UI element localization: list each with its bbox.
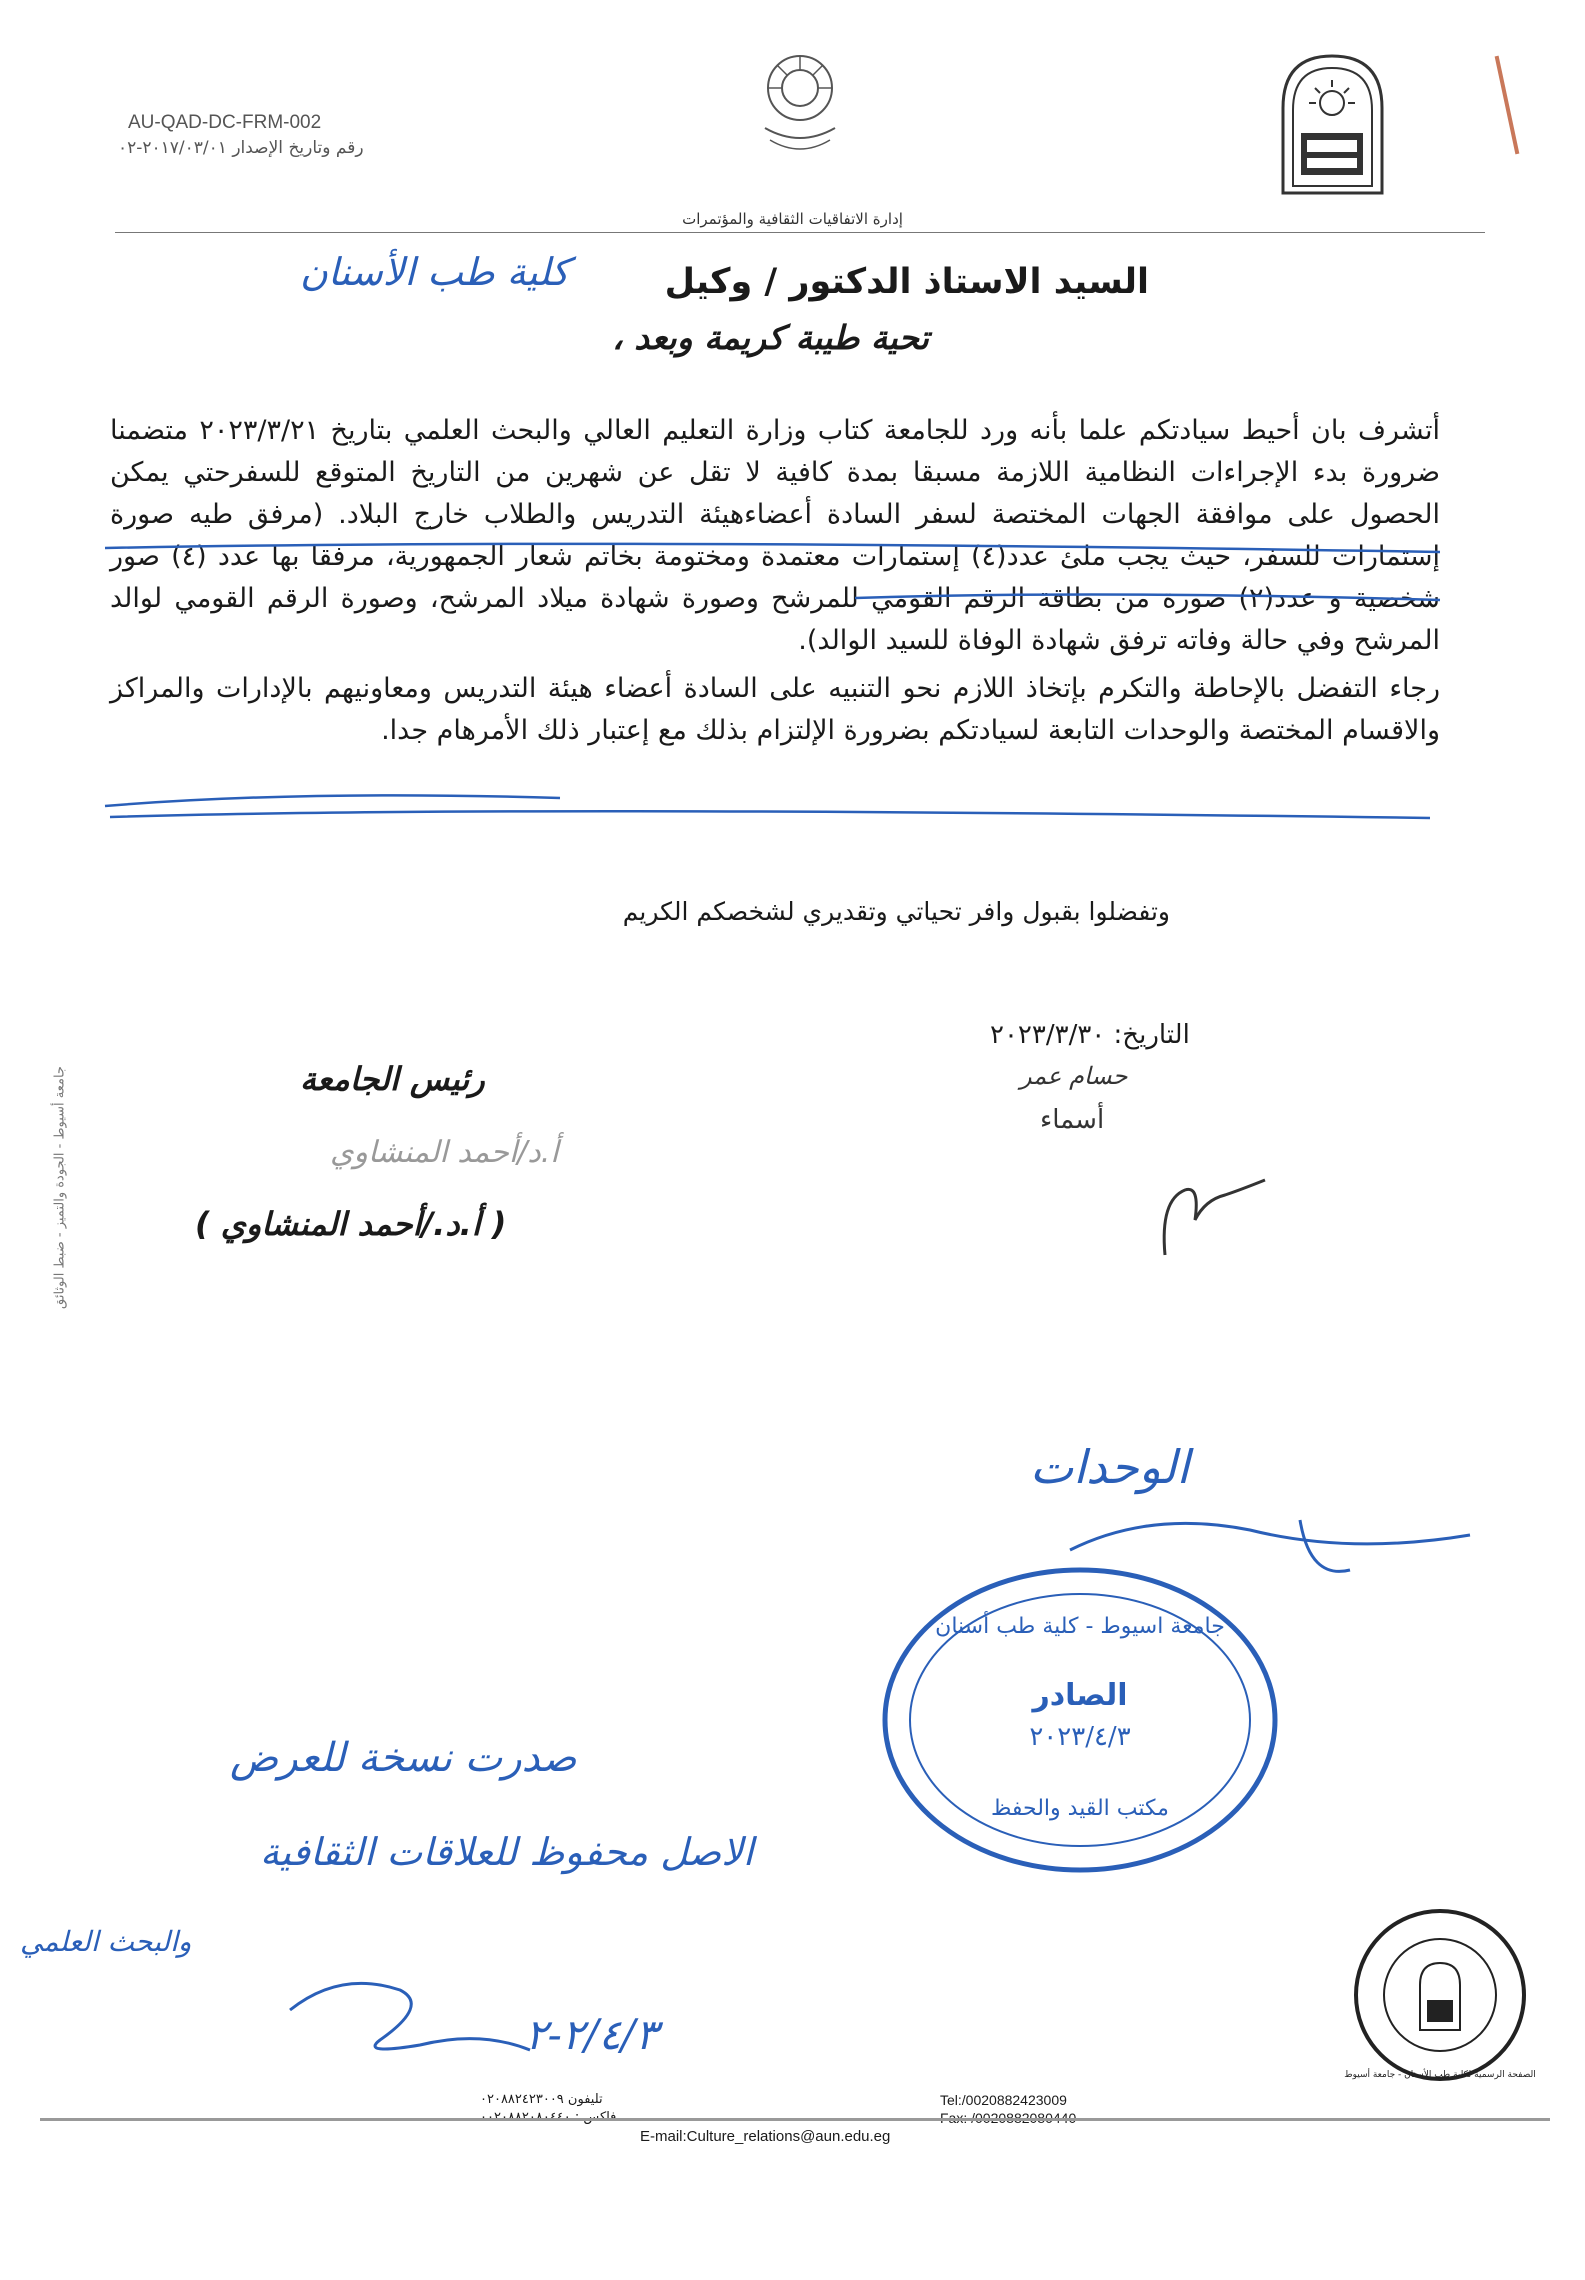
handwriting-line-1: صدرت نسخة للعرض [230, 1735, 577, 1781]
handwriting-line-2: الاصل محفوظ للعلاقات الثقافية [260, 1830, 754, 1874]
department-name: إدارة الاتفاقيات الثقافية والمؤتمرات [682, 210, 903, 228]
initials-signature [1145, 1160, 1285, 1270]
stamp-bottom-text: مكتب القيد والحفظ [991, 1796, 1169, 1821]
handwritten-note-1: حسام عمر [1020, 1062, 1128, 1090]
president-title: رئيس الجامعة [300, 1060, 485, 1098]
president-name: ( أ.د./أحمد المنشاوي ) [195, 1205, 507, 1243]
handwritten-note-2: أسماء [1040, 1105, 1105, 1135]
form-issue-date: رقم وتاريخ الإصدار ٢٠١٧/٠٣/٠١-٠٢ [118, 138, 364, 158]
footer-tel: Tel:/0020882423009 [940, 2092, 1067, 2108]
letter-date: التاريخ: ٢٠٢٣/٣/٣٠ [990, 1020, 1190, 1050]
body-paragraph-2: رجاء التفضل بالإحاطة والتكرم بإتخاذ اللازم نحو التنبيه على السادة أعضاء هيئة التدريس ومعاونيهم بالإدارات والمراكز والاقسام المختصة والوحدات التابعة لسيادتكم بضرورة الإلتزام بذلك مع إعتبار ذلك الأمرهام جدا. [110, 673, 1440, 746]
stamp-center-text: الصادر [1032, 1678, 1128, 1713]
stamp-top-text: جامعة اسيوط - كلية طب أسنان [935, 1614, 1225, 1639]
official-faculty-seal [1344, 1905, 1536, 2085]
outgoing-stamp [870, 1555, 1290, 1885]
body-paragraph-1: أتشرف بان أحيط سيادتكم علما بأنه ورد للجامعة كتاب وزارة التعليم العالي والبحث العلمي بتاريخ ٢٠٢٣/٣/٢١ متضمنا ضرورة بدء الإجراءات النظامية اللازمة مسبقا بمدة كافية لا تقل عن شهرين من التاريخ المتوقع للسفرحتي يمكن الحصول على موافقة الجهات المختصة لسفر السادة أعضاءهيئة التدريس والطلاب خارج البلاد. (مرفق طيه صورة إستمارات للسفر، حيث يجب ملئ عدد(٤) إستمارات معتمدة ومختومة بخاتم شعار الجمهورية، مرفقا بها عدد (٤) صور شخصية و عدد(٢) صورة من بطاقة الرقم القومي للمرشح وصورة شهادة ميلاد المرشح، وصورة الرقم القومي لوالد المرشح وفي حالة وفاته ترفق شهادة الوفاة للسيد الوالد). [110, 415, 1440, 656]
handwriting-signature [280, 1950, 540, 2070]
handwritten-faculty-name: كلية طب الأسنان [300, 250, 570, 294]
form-code: AU-QAD-DC-FRM-002 [128, 112, 322, 133]
president-handwritten-signature: أ.د/أحمد المنشاوي [330, 1135, 559, 1170]
handwriting-top: الوحدات [1030, 1440, 1190, 1494]
greeting: تحية طيبة كريمة وبعد ، [612, 318, 929, 357]
stamp-date: ٢٠٢٣/٤/٣ [1029, 1722, 1131, 1752]
footer-tel-arabic: تليفون ٠٢٠٨٨٢٤٢٣٠٠٩ [480, 2092, 603, 2107]
addressee-title: السيد الاستاذ الدكتور / وكيل [664, 262, 1149, 302]
handwriting-line-3: والبحث العلمي [20, 1925, 192, 1958]
handwriting-date: ٢/٤/٣-٢ [525, 2010, 658, 2059]
footer-divider [40, 2118, 1550, 2121]
seal-text: الصفحة الرسمية لكلية طب الأسنان - جامعة أسيوط [1344, 2070, 1536, 2080]
side-margin-text: جامعة أسيوط - الجودة والتميز - ضبط الوثائق [52, 1066, 68, 1309]
footer-email[interactable]: E-mail:Culture_relations@aun.edu.eg [640, 2128, 891, 2145]
closing-line: وتفضلوا بقبول وافر تحياتي وتقديري لشخصكم الكريم [622, 897, 1170, 926]
